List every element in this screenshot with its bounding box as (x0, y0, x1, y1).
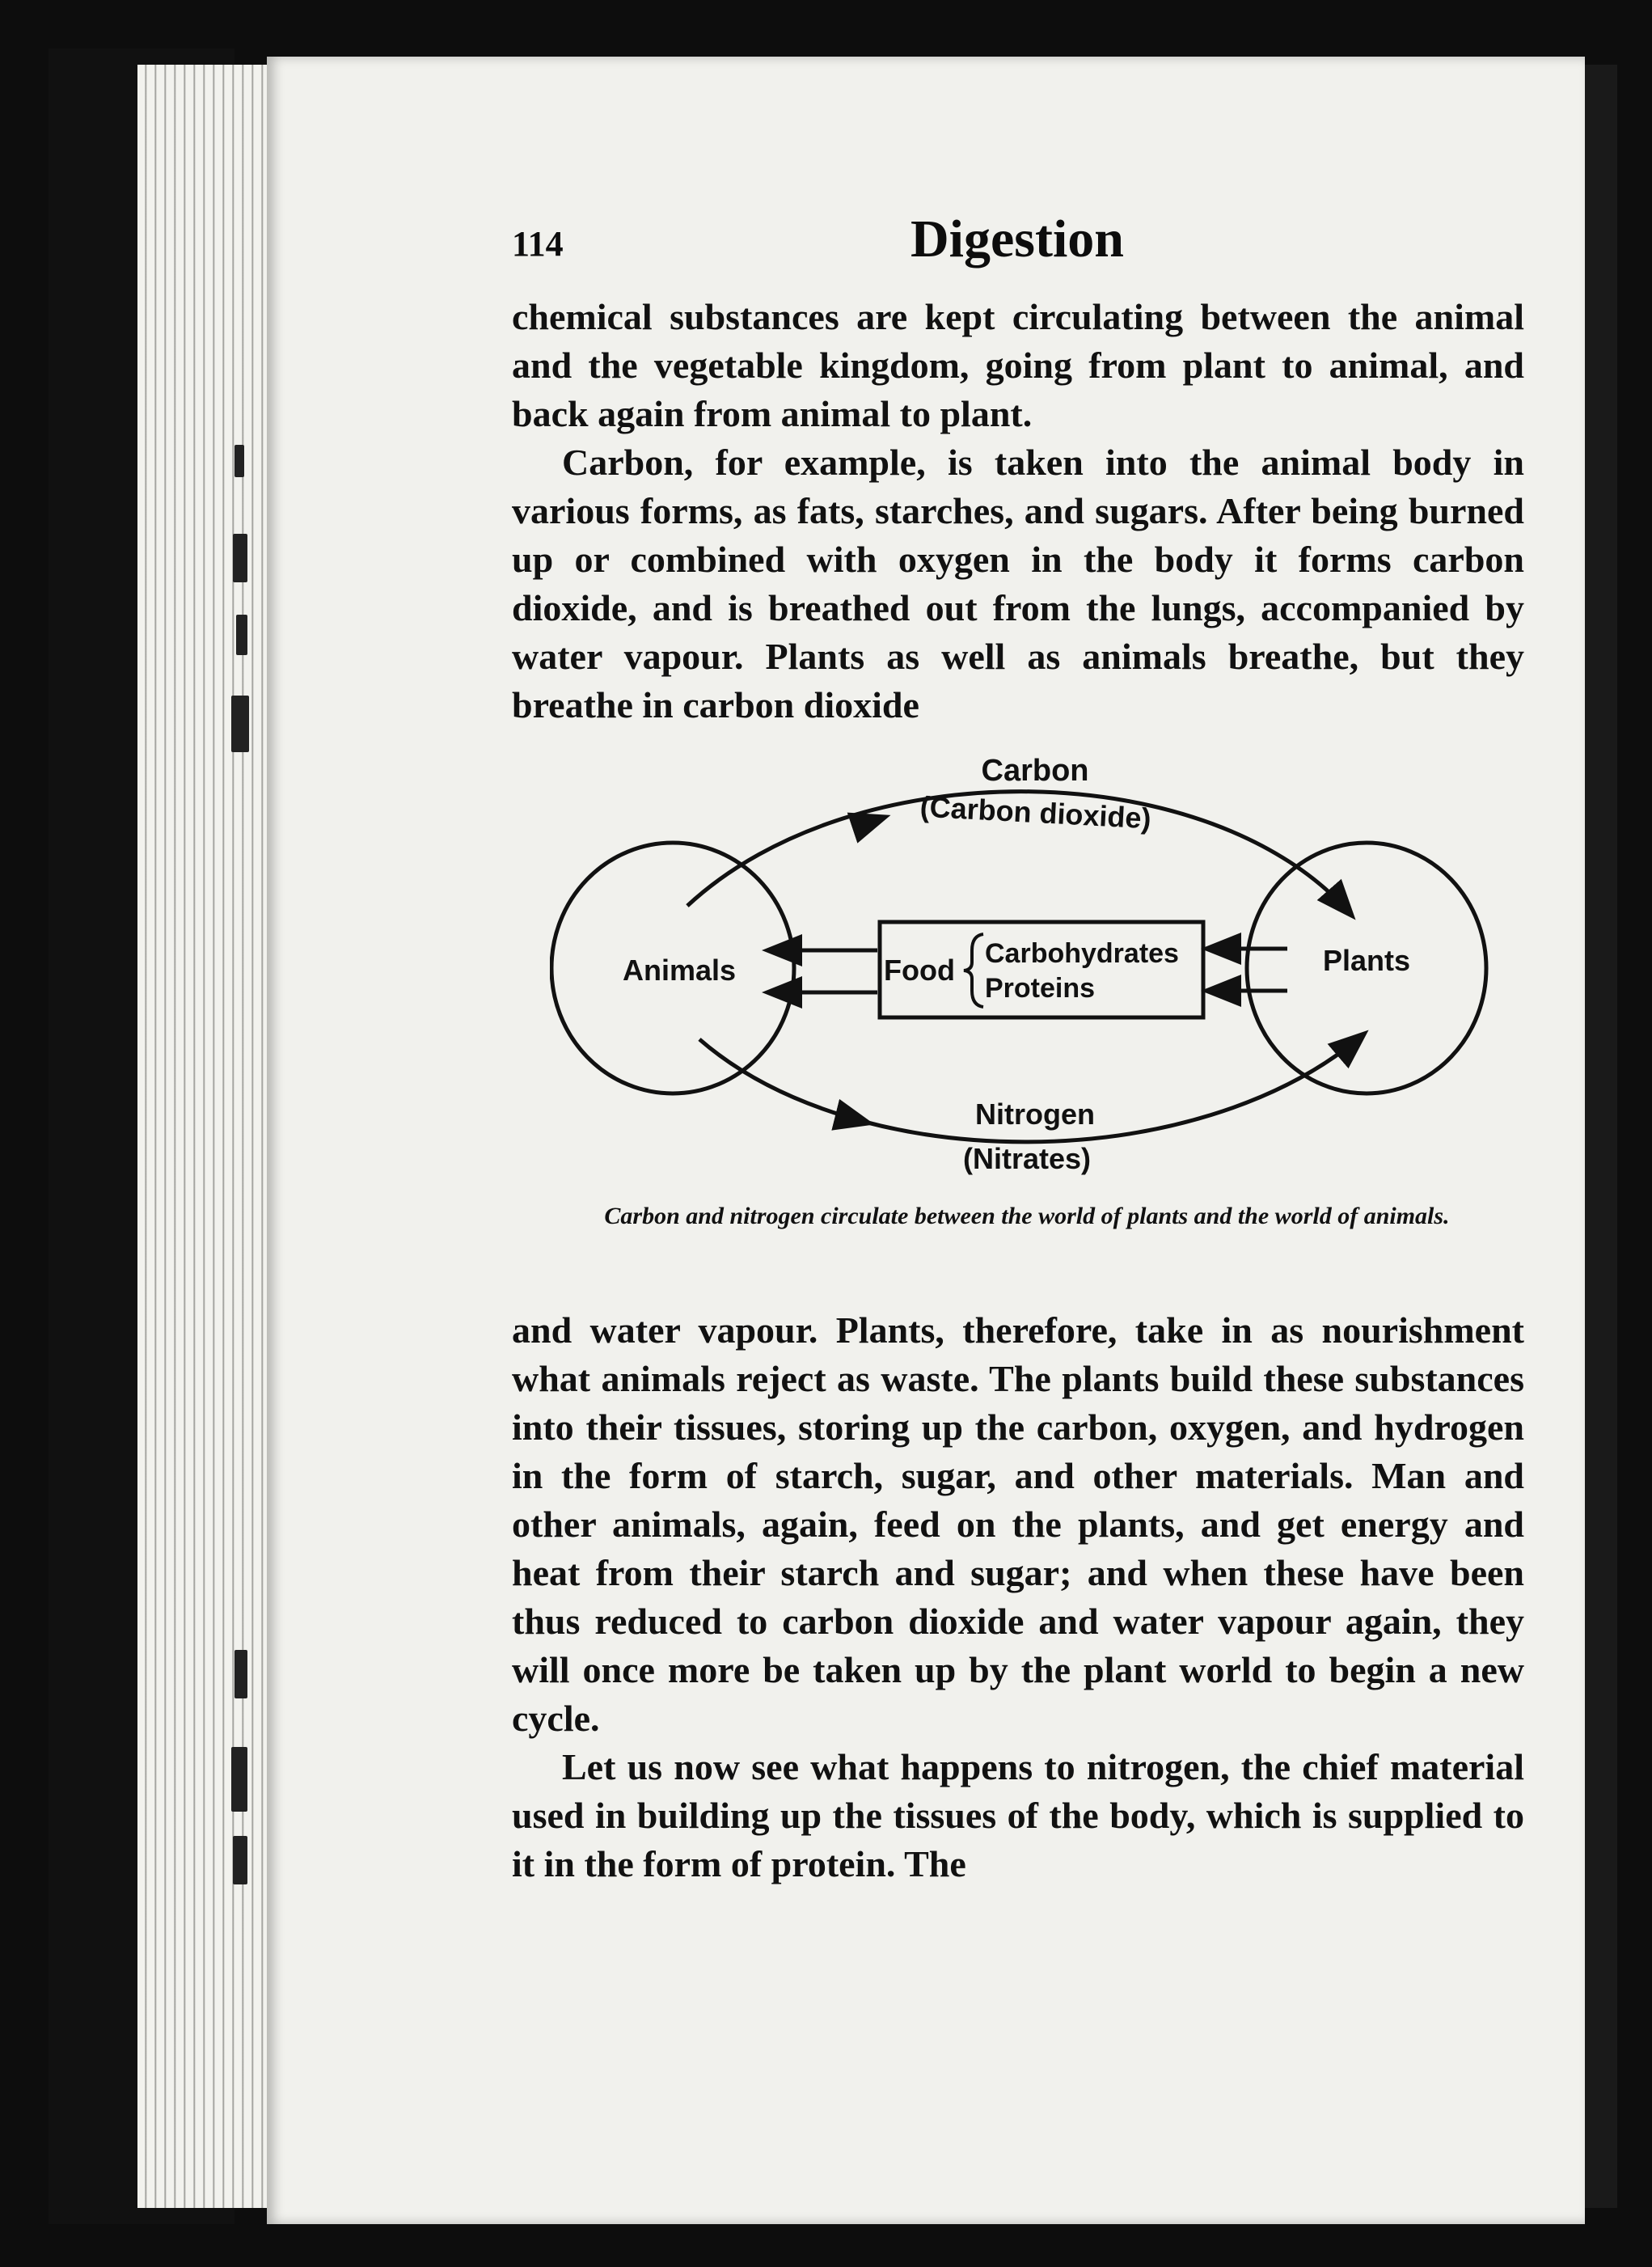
page-edges (137, 65, 275, 2208)
food-label: Food (884, 954, 955, 987)
paragraph: Carbon, for example, is taken into the animal body in various forms, as fats, starches, and sugars. After being burned up or combined with oxygen in the body it forms carbon dioxide, and is breathed out from the lungs, accompanied by water vapour. Plants as well as animals breathe, but they breathe in carbon dioxide (512, 442, 1524, 725)
plants-label: Plants (1322, 944, 1411, 977)
body-text-top (512, 293, 1524, 730)
carbohydrates-label: Carbohydrates (985, 938, 1179, 969)
paragraph: chemical substances are kept circulating between the animal and the vegetable kingdom, going from plant to animal, and back again from animal to plant. (512, 296, 1524, 434)
nitrates-label: (Nitrates) (962, 1142, 1092, 1175)
margin-mark (233, 534, 247, 582)
carbon-label: Carbon (981, 756, 1089, 788)
page-header (512, 209, 1523, 273)
figure-caption: Carbon and nitrogen circulate between the world of plants and the world of animals. (604, 1203, 1450, 1229)
margin-mark (231, 1747, 247, 1812)
proteins-label: Proteins (985, 973, 1096, 1004)
paragraph: Let us now see what happens to nitrogen, the chief material used in building up the tissues of the body, which is supplied to it in the form of protein. The (512, 1746, 1524, 1884)
margin-mark (236, 615, 247, 655)
margin-mark (234, 1650, 247, 1698)
carbon-arrow-mid (873, 818, 883, 821)
brace (964, 934, 983, 1007)
margin-mark (231, 696, 249, 752)
margin-mark (234, 445, 244, 477)
running-head: Digestion (911, 209, 1124, 269)
paragraph: and water vapour. Plants, therefore, take in as nourishment what animals reject as waste. The plants build these substances into their tissues, storing up the carbon, oxygen, and hydrogen in the form of starch, sugar, and other materials. Man and other animals, again, feed on the plants, and get energy and heat from their starch and sugar; and when these have been thus reduced to carbon dioxide and water vapour again, they will once more be taken up by the plant world to begin a new cycle. (512, 1309, 1524, 1739)
nitrogen-label: Nitrogen (975, 1098, 1095, 1131)
cycle-diagram (550, 756, 1504, 1185)
carbon-dioxide-label: (Carbon dioxide) (919, 789, 1152, 835)
right-page-edge (1585, 65, 1617, 2208)
margin-mark (233, 1836, 247, 1884)
page-number: 114 (512, 224, 564, 264)
body-text-bottom (512, 1306, 1524, 1888)
nitrogen-arrow-mid (857, 1120, 867, 1123)
animals-label: Animals (622, 954, 737, 987)
